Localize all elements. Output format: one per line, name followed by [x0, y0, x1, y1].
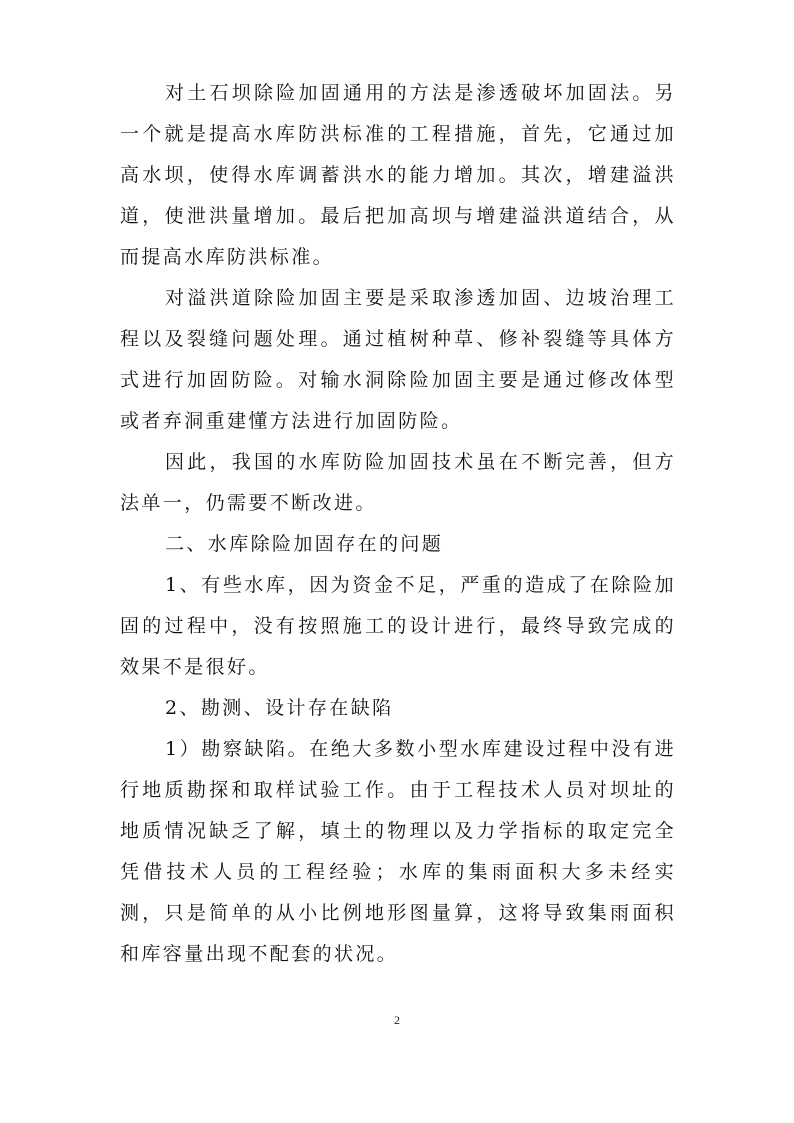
subheading-survey-design-defects: 2、勘测、设计存在缺陷 — [165, 697, 394, 719]
document-body — [120, 73, 676, 975]
paragraph-problem-funding: 1、有些水库，因为资金不足，严重的造成了在除险加固的过程中，没有按照施工的设计进行，最终导致完成的效果不是很好。 — [120, 574, 676, 678]
page-number: 2 — [394, 1013, 400, 1027]
paragraph-earth-dam-reinforcement: 对土石坝除险加固通用的方法是渗透破坏加固法。另一个就是提高水库防洪标准的工程措施，首先，它通过加高水坝，使得水库调蓄洪水的能力增加。其次，增建溢洪道，使泄洪量增加。最后把加高坝与增建溢洪道结合，从而提高水库防洪标准。 — [120, 82, 676, 268]
section-heading-problems: 二、水库除险加固存在的问题 — [165, 533, 444, 555]
paragraph-spillway-reinforcement: 对溢洪道除险加固主要是采取渗透加固、边坡治理工程以及裂缝问题处理。通过植树种草、修补裂缝等具体方式进行加固防险。对输水洞除险加固主要是通过修改体型或者弃洞重建懂方法进行加固防险。 — [120, 287, 676, 432]
paragraph-survey-defects: 1）勘察缺陷。在绝大多数小型水库建设过程中没有进行地质勘探和取样试验工作。由于工程技术人员对坝址的地质情况缺乏了解，填土的物理以及力学指标的取定完全凭借技术人员的工程经验；水库的集雨面积大多未经实测，只是简单的从小比例地形图量算，这将导致集雨面积和库容量出现不配套的状况。 — [120, 738, 676, 965]
paragraph-conclusion: 因此，我国的水库防险加固技术虽在不断完善，但方法单一，仍需要不断改进。 — [120, 451, 676, 514]
